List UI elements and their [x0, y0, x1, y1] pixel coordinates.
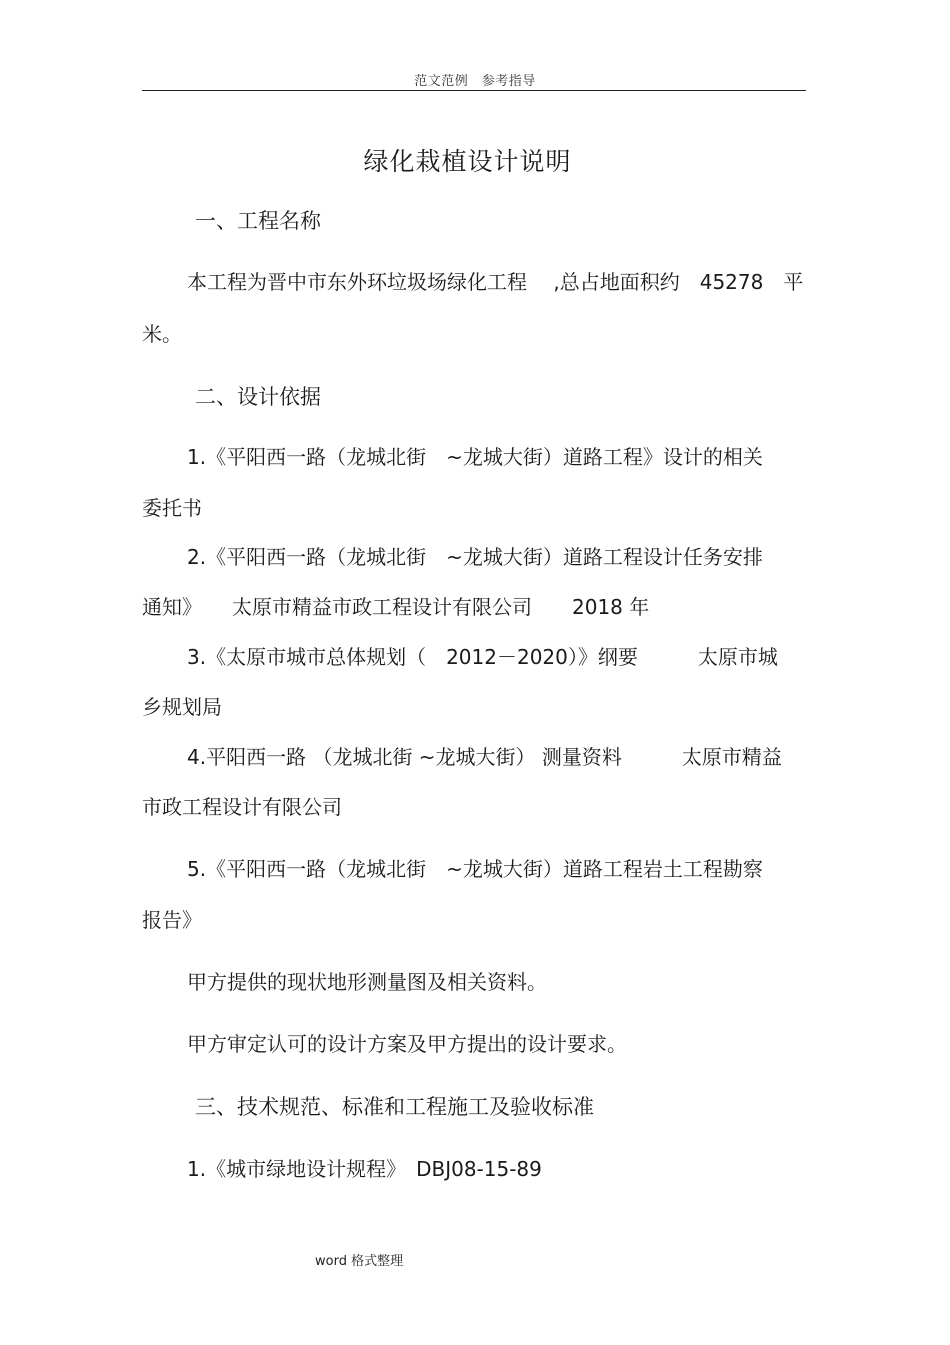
- page-footer: word 格式整理: [315, 1254, 404, 1269]
- basis-item-3-line-1: 3.《太原市城市总体规划（ 2012－2020）》纲要 太原市城: [187, 645, 778, 669]
- page-header: 范文范例 参考指导: [414, 74, 536, 89]
- section-1-text-line-2: 米。: [142, 322, 182, 346]
- basis-item-4-line-2: 市政工程设计有限公司: [142, 795, 342, 819]
- basis-item-5-line-1: 5.《平阳西一路（龙城北街 ~龙城大街）道路工程岩土工程勘察: [187, 857, 763, 881]
- section-1-text-line-1: 本工程为晋中市东外环垃圾场绿化工程 ,总占地面积约 45278 平: [187, 270, 804, 294]
- document-title: 绿化栽植设计说明: [363, 147, 572, 176]
- basis-extra-1: 甲方提供的现状地形测量图及相关资料。: [187, 970, 547, 994]
- basis-item-2-line-2: 通知》 太原市精益市政工程设计有限公司 2018 年: [142, 595, 650, 619]
- basis-item-4-line-1: 4.平阳西一路 （龙城北街 ~龙城大街） 测量资料 太原市精益: [187, 745, 782, 769]
- basis-item-3-line-2: 乡规划局: [142, 695, 222, 719]
- basis-item-2-line-1: 2.《平阳西一路（龙城北街 ~龙城大街）道路工程设计任务安排: [187, 545, 763, 569]
- basis-item-1-line-1: 1.《平阳西一路（龙城北街 ~龙城大街）道路工程》设计的相关: [187, 445, 763, 469]
- section-3-heading: 三、技术规范、标准和工程施工及验收标准: [195, 1095, 594, 1119]
- section-1-heading: 一、工程名称: [195, 209, 321, 233]
- basis-item-1-line-2: 委托书: [142, 496, 202, 520]
- standard-item-1: 1.《城市绿地设计规程》 DBJ08-15-89: [187, 1157, 542, 1181]
- basis-item-5-line-2: 报告》: [142, 908, 202, 932]
- basis-extra-2: 甲方审定认可的设计方案及甲方提出的设计要求。: [187, 1032, 627, 1056]
- header-divider: [142, 90, 806, 91]
- section-2-heading: 二、设计依据: [195, 385, 321, 409]
